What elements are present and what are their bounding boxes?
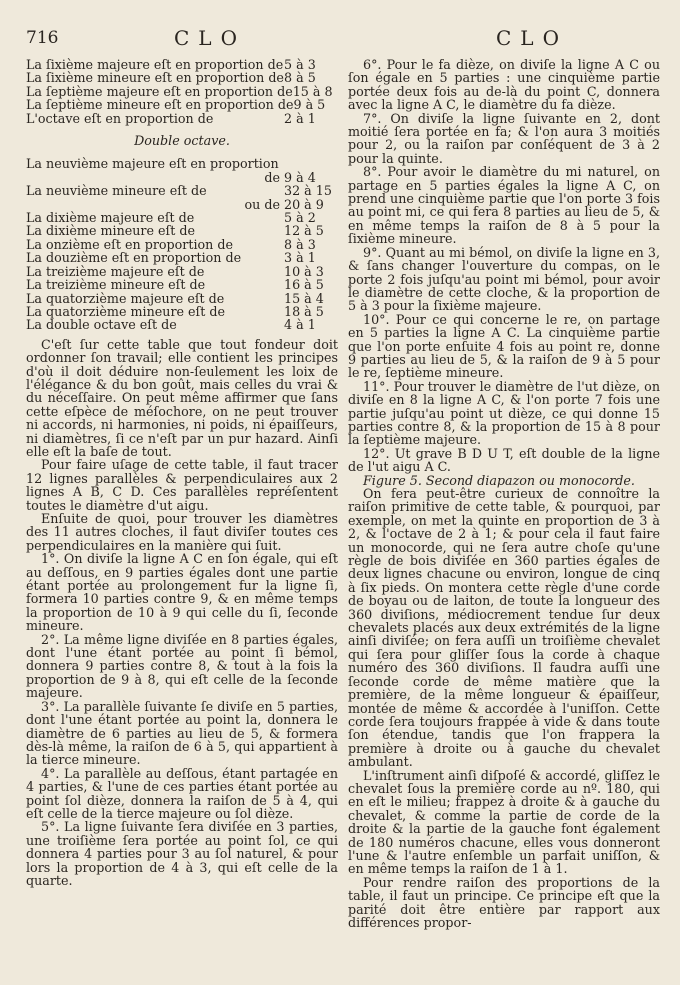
- section-title: Double octave.: [134, 133, 230, 149]
- table-row: La double octave eſt de 4 à 1: [26, 317, 316, 333]
- table-row: La quatorzième mineure eſt de 18 à 5: [26, 303, 324, 319]
- table-row: La ſixième mineure eſt en proportion de 8 à 5: [26, 70, 316, 86]
- table-row: La dixième mineure eſt de 12 à 5: [26, 223, 324, 239]
- table-row: La dixième majeure eſt de 5 à 2: [26, 210, 316, 226]
- paragraph: 12°. Ut grave B D U T, eſt double de la ligne de l'ut aigu A C.: [348, 445, 660, 475]
- table-row: La neuvième mineure eſt de 32 à 15: [26, 183, 332, 199]
- interval-table-double-octave: [26, 157, 338, 331]
- page-header: [26, 22, 660, 58]
- table-row: La quatorzième majeure eſt de 15 à 4: [26, 290, 324, 306]
- paragraph: 7°. On diviſe la ligne ſuivante en 2, dont moitié ſera portée en fa; & l'on aura 3 moitiés pour 2, ou la raiſon par conſéquent de 3 à 2 pour la quinte.: [348, 110, 660, 166]
- paragraph: Enſuite de quoi, pour trouver les diamètres des 11 autres cloches, il faut diviſer toutes ces perpendiculaires en la manière qui ſuit.: [26, 511, 338, 553]
- paragraph: C'eſt ſur cette table que tout fondeur doit ordonner ſon travail; elle contient les principes d'où il doit déduire non-ſeulement les loix de l'élégance & du bon goût, mais celles du vrai & du néceſſaire. On peut même affirmer que ſans cette eſpèce de méſochore, on ne peut trouver ni accords, ni harmonies, ni poids, ni épaiſſeurs, ni diamètres, ſi ce n'eſt par un pur hazard. Ainſi elle eſt la baſe de tout.: [26, 336, 338, 459]
- table-row: La onzième eſt en proportion de 8 à 3: [26, 236, 316, 252]
- paragraph: L'inſtrument ainſi diſpoſé & accordé, gliſſez le chevalet ſous la première corde au nº. 180, qui en eſt le milieu; frappez à droite & à gauche du chevalet, & comme la partie de corde de la droite & la partie de la gauche font également de 180 numéros chacune, elles vous donneront l'une & l'autre enſemble un parfait uniſſon, & en même temps la raiſon de 1 à 1.: [348, 767, 660, 877]
- paragraph: 9°. Quant au mi bémol, on diviſe la ligne en 3, & ſans changer l'ouverture du compas, on le porte 2 fois juſqu'au point mi bémol, pour avoir le diamètre de cette cloche, & la proportion de 5 à 3 pour la ſixième majeure.: [348, 244, 660, 314]
- paragraph: Pour rendre raiſon des proportions de la table, il faut un principe. Ce principe eſt que la parité doit être entière par rapport aux différences propor-: [348, 874, 660, 930]
- paragraph: On fera peut-être curieux de connoître la raiſon primitive de cette table, & pourquoi, par exemple, on met la quinte en proportion de 3 à 2, & l'octave de 2 à 1; & pour cela il faut faire un monocorde, qui ne ſera autre choſe qu'une règle de bois diviſée en 360 parties égales de deux lignes chacune ou environ, longue de cinq à ſix pieds. On montera cette règle d'une corde de boyau ou de laiton, de toute la longueur des 360 diviſions, médiocrement tendue ſur deux chevalets placés aux deux extrémités de la ligne ainſi diviſée; on fera auſſi un troiſième chevalet qui ſera pour gliſſer ſous la corde à chaque numéro des 360 diviſions. Il faudra auſſi une ſeconde corde de même matière que la première, de la même longueur & épaiſſeur, montée de même & accordée à l'uniſſon. Cette corde ſera toujours frappée à vide & dans toute ſon étendue, tandis que l'on frappera la première à droite ou à gauche du chevalet ambulant.: [348, 486, 660, 770]
- page-number: 716: [26, 28, 59, 48]
- running-head-right: CLO: [496, 26, 568, 50]
- paragraph: 5°. La ligne ſuivante ſera diviſée en 3 parties, une troiſième ſera portée au point ſol, ce qui donnera 4 parties pour 3 au ſol naturel, & pour lors la proportion de 4 à 3, qui eſt celle de la quarte.: [26, 819, 338, 888]
- running-head-left: CLO: [174, 26, 246, 50]
- table-row: La neuvième majeure eſt en proportion: [26, 156, 279, 172]
- paragraph: 6°. Pour le fa dièze, on diviſe la ligne A C ou ſon égale en 5 parties : une cinquième partie portée deux fois au de-là du point C, donnera avec la ligne A C, le diamètre du fa dièze.: [348, 57, 660, 113]
- right-column: [348, 58, 660, 929]
- table-row: L'octave eſt en proportion de 2 à 1: [26, 110, 316, 126]
- table-row: ou de 20 à 9: [244, 196, 324, 212]
- paragraph: 2°. La même ligne diviſée en 8 parties égales, dont l'une étant portée au point ſi bémol, donnera 9 parties contre 8, & tout à la fois la proportion de 9 à 8, qui eſt celle de la ſeconde majeure.: [26, 631, 338, 701]
- table-row: La ſeptième mineure eſt en proportion de 9 à 5: [26, 97, 326, 113]
- figure-caption: Figure 5. Second diapazon ou monocorde.: [363, 472, 635, 488]
- table-row: La douzième eſt en proportion de 3 à 1: [26, 250, 316, 266]
- paragraph: 10°. Pour ce qui concerne le re, on partage en 5 parties la ligne A C. La cinquième partie que l'on porte enſuite 4 fois au point re, donne 9 parties au lieu de 5, & la raiſon de 9 à 5 pour le re, ſeptième mineure.: [348, 311, 660, 381]
- table-row: La treizième mineure eſt de 16 à 5: [26, 277, 324, 293]
- paragraph: 1°. On diviſe la ligne A C en ſon égale, qui eſt au deſſous, en 9 parties égales dont une partie étant portée au prolongement fur la ligne ſi, formera 10 parties contre 9, & en même temps la proportion de 10 à 9 qui celle du ſi, ſeconde mineure.: [26, 551, 338, 634]
- interval-table-simple: [26, 58, 338, 125]
- paragraph: 4°. La parallèle au deſſous, étant partagée en 4 parties, & l'une de ces parties étant portée au point ſol dièze, donnera la raiſon de 5 à 4, qui eſt celle de la tierce majeure ou ſol dièze.: [26, 765, 338, 821]
- paragraph: Pour faire uſage de cette table, il faut tracer 12 lignes parallèles & perpendiculaires aux 2 lignes A B, C D. Ces parallèles repréſentent toutes le diamètre d'ut aigu.: [26, 457, 338, 513]
- paragraph: 11°. Pour trouver le diamètre de l'ut dièze, on diviſe en 8 la ligne A C, & l'on porte 7 fois une partie juſqu'au point ut dièze, ce qui donne 15 parties contre 8, & la proportion de 15 à 8 pour la ſeptième majeure.: [348, 378, 660, 448]
- table-row: de 9 à 4: [264, 169, 316, 185]
- paragraph: 3°. La parallèle ſuivante ſe diviſe en 5 parties, dont l'une étant portée au point la, donnera le diamètre de 6 parties au lieu de 5, & formera dès-là même, la raiſon de 6 à 5, qui appartient à la tierce mineure.: [26, 698, 338, 768]
- table-row: La ſeptième majeure eſt en proportion de 15 à 8: [26, 83, 333, 99]
- paragraph: 8°. Pour avoir le diamètre du mi naturel, on partage en 5 parties égales la ligne A C, on prend une cinquième partie que l'on porte 3 fois au point mi, ce qui fera 8 parties au lieu de 5, & en même temps la raiſon de 8 à 5 pour la ſixième mineure.: [348, 164, 660, 247]
- table-row: La treizième majeure eſt de 10 à 3: [26, 263, 324, 279]
- table-row: La ſixième majeure eſt en proportion de 5 à 3: [26, 57, 316, 72]
- left-column: [26, 58, 338, 929]
